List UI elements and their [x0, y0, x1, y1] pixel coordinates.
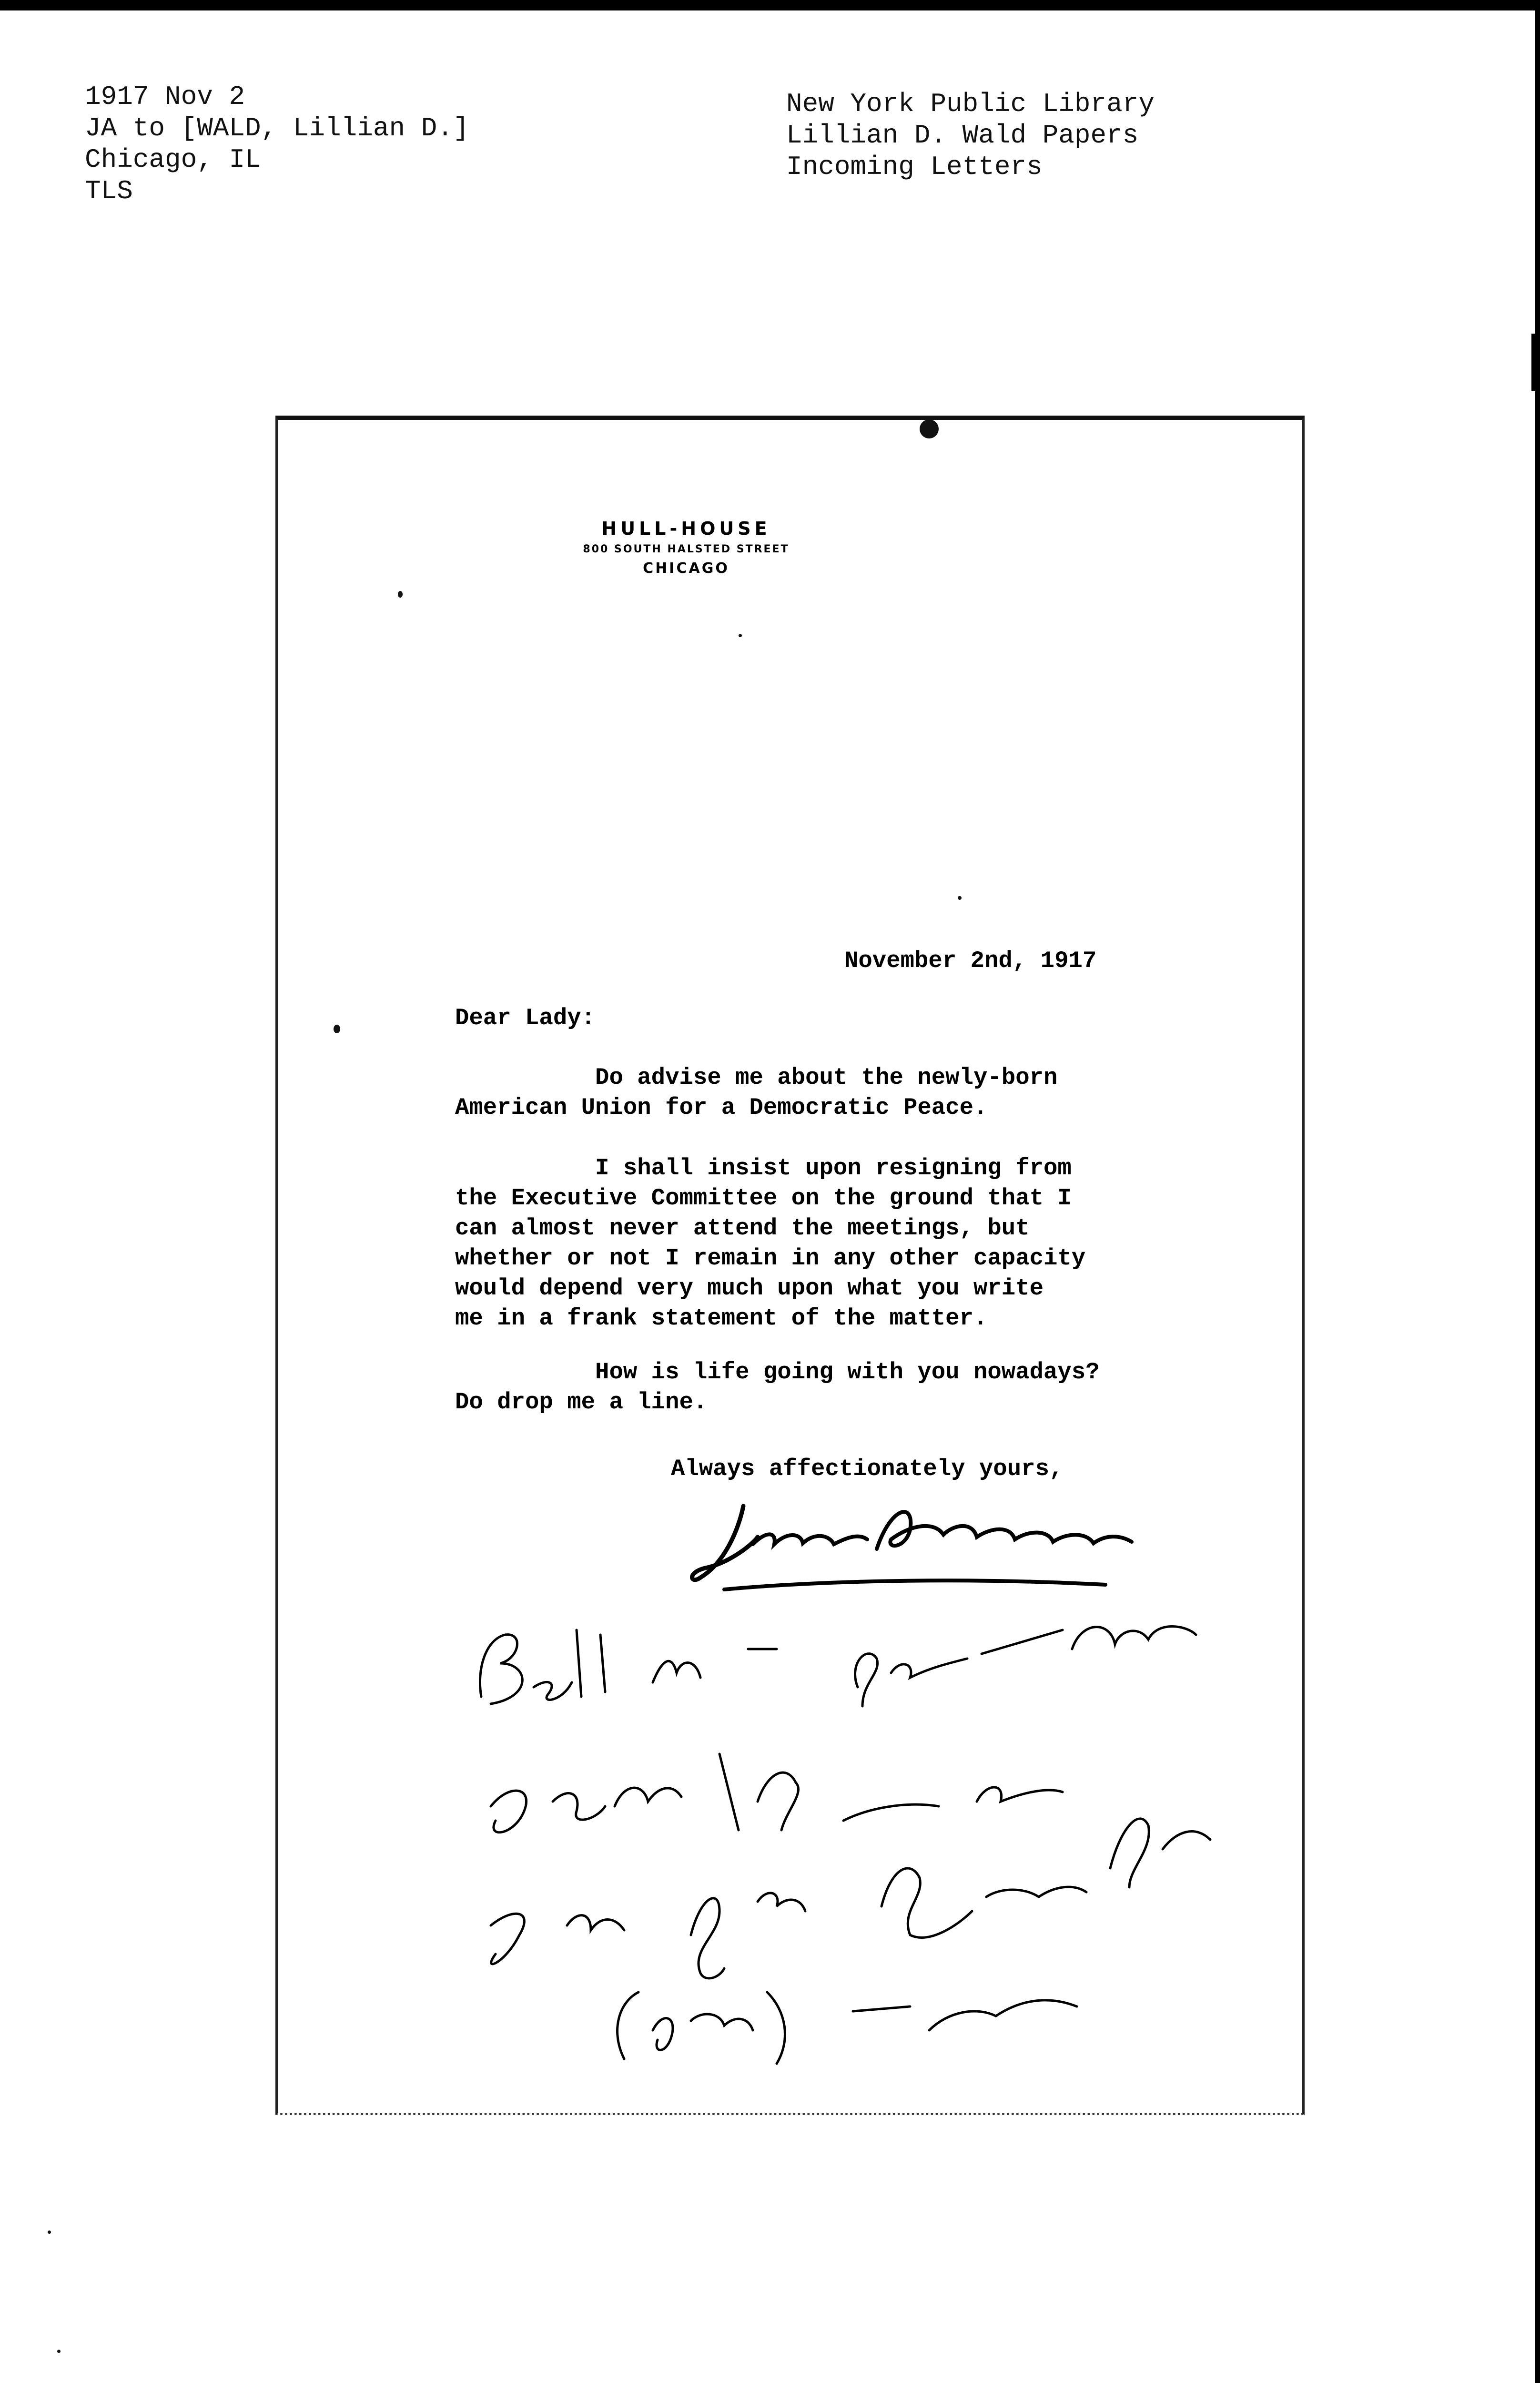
handwritten-annotation: [453, 1601, 1310, 2116]
letterhead-city: CHICAGO: [643, 560, 729, 577]
catalog-series: Incoming Letters: [786, 152, 1043, 182]
catalog-format: TLS: [85, 176, 133, 206]
ink-speck: [48, 2230, 51, 2234]
catalog-repository: New York Public Library: [786, 89, 1155, 119]
letter-paragraph: I shall insist upon resigning from the Executive Committee on the ground that I can almost never attend the meetings, but whether or not I remain in any other capacity would depend very much upon what you write me in a frank statement of the matter.: [455, 1155, 1086, 1332]
ink-speck: [57, 2350, 61, 2353]
letter-paragraph: Do advise me about the newly-born American Union for a Democratic Peace.: [455, 1064, 1058, 1121]
ink-speck: [334, 1025, 340, 1033]
letter-paragraph: How is life going with you nowadays? Do drop me a line.: [455, 1359, 1100, 1416]
letter-salutation: Dear Lady:: [455, 1005, 596, 1031]
letter-closing: Always affectionately yours,: [671, 1456, 1064, 1482]
catalog-correspondents: JA to [WALD, Lillian D.]: [85, 113, 469, 143]
scan-top-border: [0, 0, 1540, 10]
signature-image: [686, 1487, 1163, 1597]
letterhead: [519, 517, 853, 578]
catalog-place: Chicago, IL: [85, 144, 261, 175]
letterhead-street: 800 SOUTH HALSTED STREET: [583, 543, 790, 555]
letter-date: November 2nd, 1917: [844, 947, 1097, 974]
letterhead-name: HULL-HOUSE: [601, 518, 771, 539]
ink-speck: [398, 591, 403, 598]
scan-right-border: [1535, 0, 1540, 2383]
ink-speck: [958, 896, 962, 900]
scan-edge-mark: [1531, 334, 1535, 391]
catalog-metadata-left: [85, 81, 469, 207]
catalog-collection: Lillian D. Wald Papers: [786, 120, 1139, 151]
ink-speck: [920, 419, 939, 438]
catalog-metadata-right: [786, 88, 1155, 183]
ink-speck: [739, 634, 742, 637]
catalog-date: 1917 Nov 2: [85, 81, 245, 112]
